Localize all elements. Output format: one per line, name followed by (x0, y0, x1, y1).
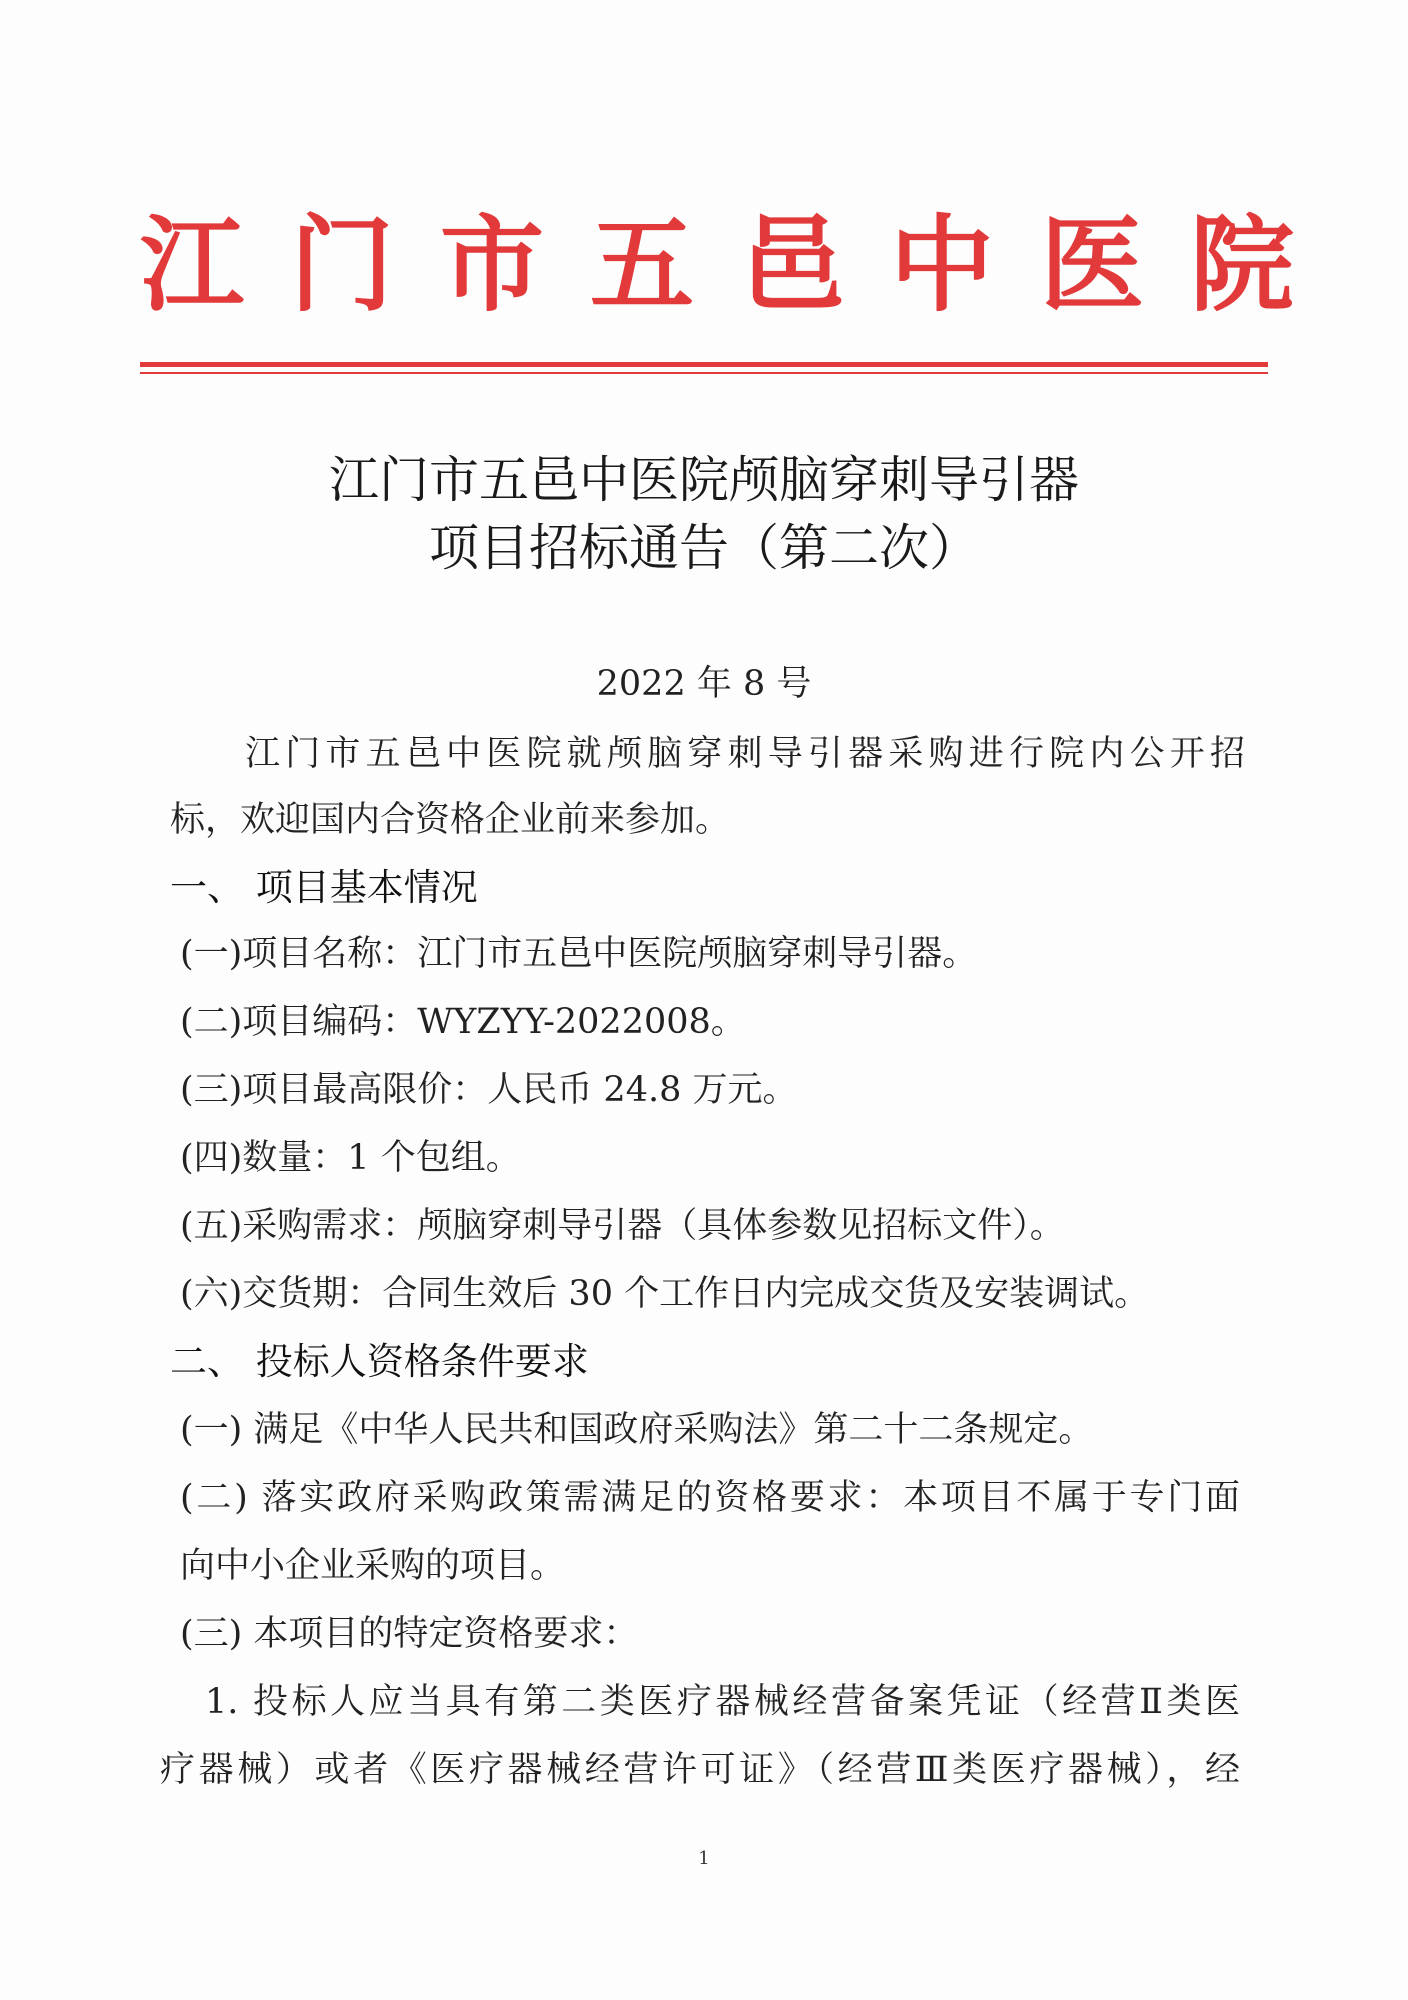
notice-title-line1: 江门市五邑中医院颅脑穿刺导引器 (329, 451, 1079, 509)
intro-line1: 江门市五邑中医院就颅脑穿刺导引器采购进行院内公开招 (245, 734, 1245, 774)
letterhead-title: 江门市五邑中医院 (140, 203, 1341, 326)
section1-item: (四)数量：1 个包组。 (180, 1138, 521, 1178)
section1-item: (六)交货期：合同生效后 30 个工作日内完成交货及安装调试。 (180, 1274, 1150, 1314)
intro-line2: 标，欢迎国内合资格企业前来参加。 (170, 800, 731, 840)
section1-item: (五)采购需求：颅脑穿刺导引器（具体参数见招标文件）。 (180, 1206, 1065, 1246)
section1-item: (一)项目名称：江门市五邑中医院颅脑穿刺导引器。 (180, 934, 978, 974)
section1-item: (二)项目编码：WYZYY-2022008。 (180, 1002, 746, 1042)
section1-item: (三)项目最高限价：人民币 24.8 万元。 (180, 1070, 798, 1110)
section2-item2-line2: 向中小企业采购的项目。 (180, 1546, 566, 1586)
page-number: 1 (698, 1848, 710, 1869)
letterhead-rule-thick (140, 362, 1268, 367)
section2-item3-1-line2: 疗器械）或者《医疗器械经营许可证》（经营Ⅲ类医疗器械），经 (160, 1750, 1240, 1790)
section2-item3: (三) 本项目的特定资格要求： (180, 1614, 639, 1654)
section2-item2-line1: (二) 落实政府采购政策需满足的资格要求：本项目不属于专门面 (180, 1478, 1240, 1518)
section2-heading: 二、 投标人资格条件要求 (170, 1340, 589, 1383)
section1-heading: 一、 项目基本情况 (170, 866, 478, 909)
section2-item1: (一) 满足《中华人民共和国政府采购法》第二十二条规定。 (180, 1410, 1094, 1450)
notice-title-line2: 项目招标通告（第二次） (429, 519, 979, 577)
section2-item3-1-line1: 1. 投标人应当具有第二类医疗器械经营备案凭证（经营Ⅱ类医 (205, 1682, 1240, 1722)
document-number: 2022 年 8 号 (596, 664, 812, 704)
letterhead-rule-thin (140, 372, 1268, 374)
